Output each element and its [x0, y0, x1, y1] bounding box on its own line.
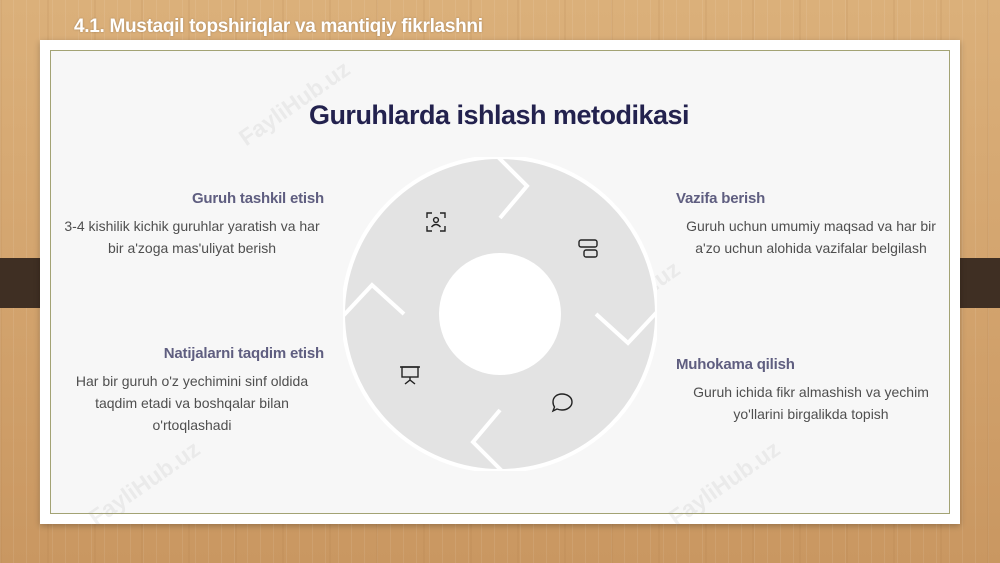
step-group-formation	[60, 190, 324, 259]
step-description: Har bir guruh o'z yechimini sinf oldida taqdim etadi va boshqalar bilan o'rtoqlashadi	[75, 373, 309, 433]
step-description: Guruh ichida fikr almashish va yechim yo'llarini birgalikda topish	[693, 384, 929, 422]
step-description: 3-4 kishilik kichik guruhlar yaratish va har bir a'zoga mas'uliyat berish	[64, 218, 320, 256]
slide-title: Guruhlarda ishlash metodikasi	[308, 100, 690, 130]
step-heading: Natijalarni taqdim etish	[163, 345, 324, 362]
step-heading: Muhokama qilish	[676, 356, 795, 373]
cycle-diagram	[343, 157, 657, 471]
step-heading: Guruh tashkil etish	[191, 190, 324, 207]
step-presentation	[60, 345, 324, 436]
step-task-assignment	[676, 190, 946, 259]
step-discussion	[676, 356, 946, 425]
cycle-center	[439, 253, 561, 375]
presentation-title: 4.1. Mustaqil topshiriqlar va mantiqiy fikrlashni	[74, 16, 483, 37]
step-description: Guruh uchun umumiy maqsad va har bir a'zo uchun alohida vazifalar belgilash	[686, 218, 936, 256]
step-heading: Vazifa berish	[676, 190, 766, 207]
